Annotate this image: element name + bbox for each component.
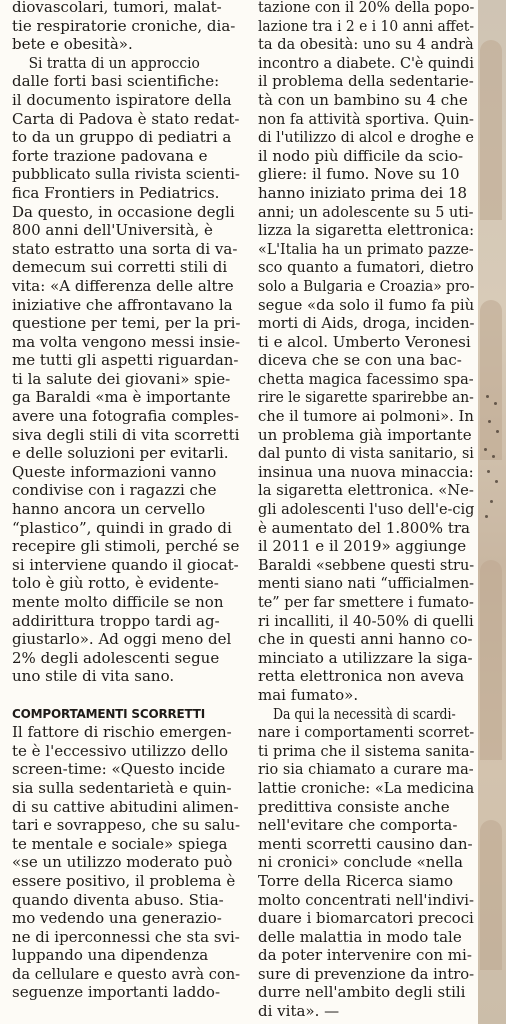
photo-detail-dot	[487, 470, 490, 473]
text-line: «se un utilizzo moderato può	[12, 853, 233, 872]
text-line: ti la salute dei giovani» spie-	[12, 369, 231, 388]
text-line: mo vedendo una generazio-	[12, 909, 222, 928]
text-line: ne di iperconnessi che sta svi-	[12, 927, 240, 946]
text-line: addirittura troppo tardi ag-	[12, 611, 220, 630]
photo-detail-dot	[488, 420, 491, 423]
text-line: tazione con il 20% della popo-	[258, 0, 475, 16]
text-line: condivise con i ragazzi che	[12, 481, 217, 500]
text-line: Da questo, in occasione degli	[12, 202, 235, 221]
text-line: non fa attività sportiva. Quin-	[258, 109, 474, 128]
text-line: forte trazione padovana e	[12, 146, 208, 165]
text-line: ti prima che il sistema sanita-	[258, 741, 475, 760]
text-line: seguenze importanti laddo-	[12, 983, 221, 1002]
text-line: sia sulla sedentarietà e quin-	[12, 778, 232, 797]
text-line: «L'Italia ha un primato pazze-	[258, 239, 474, 258]
text-line: fica Frontiers in Pediatrics.	[12, 183, 220, 202]
text-line: Carta di Padova è stato redat-	[12, 109, 240, 128]
text-line: ta da obesità: uno su 4 andrà	[258, 35, 474, 54]
text-line: la sigaretta elettronica. «Ne-	[258, 481, 474, 500]
text-line: vita: «A differenza delle altre	[12, 276, 234, 295]
photo-arch-shape	[480, 40, 502, 220]
text-line: che in questi anni hanno co-	[258, 630, 473, 649]
text-line: il nodo più difficile da scio-	[258, 146, 464, 165]
text-line: ri incalliti, il 40-50% di quelli	[258, 611, 474, 630]
text-line: demecum sui corretti stili di	[12, 258, 228, 277]
text-line: segue «da solo il fumo fa più	[258, 295, 475, 314]
text-line: chetta magica facessimo spa-	[258, 369, 474, 388]
text-line: tolo è giù rotto, è evidente-	[12, 574, 219, 593]
photo-detail-dot	[495, 480, 498, 483]
text-line: screen-time: «Questo incide	[12, 760, 226, 779]
text-line: ga Baraldi «ma è importante	[12, 388, 231, 407]
photo-detail-dot	[492, 455, 495, 458]
text-line: tari e sovrappeso, che su salu-	[12, 816, 241, 835]
photo-detail-dot	[490, 500, 493, 503]
text-line: gli adolescenti l'uso dell'e-cig	[258, 500, 475, 519]
text-line: molto concentrati nell'indivi-	[258, 890, 475, 909]
article-column-middle	[258, 0, 474, 1021]
text-line: menti siano nati “ufficialmen-	[258, 574, 474, 593]
text-line: lizza la sigaretta elettronica:	[258, 221, 475, 240]
text-line: Da qui la necessità di scardi-	[272, 704, 456, 723]
text-line: lazione tra i 2 e i 10 anni affet-	[258, 16, 475, 35]
photo-detail-dot	[494, 402, 497, 405]
text-line: Torre della Ricerca siamo	[258, 871, 453, 890]
text-line: è aumentato del 1.800% tra	[258, 518, 470, 537]
text-line: ma volta vengono messi insie-	[12, 332, 241, 351]
text-line: nell'evitare che comporta-	[258, 816, 458, 835]
text-line: incontro a diabete. C'è quindi	[258, 53, 474, 72]
text-line: lattie croniche: «La medicina	[258, 778, 475, 797]
text-line: rire le sigarette sparirebbe an-	[258, 388, 474, 407]
text-line: menti scorretti causino dan-	[258, 834, 473, 853]
text-line: Queste informazioni vanno	[12, 462, 217, 481]
text-line: rio sia chiamato a curare ma-	[258, 760, 474, 779]
text-line: gliere: il fumo. Nove su 10	[258, 165, 460, 184]
text-line: dal punto di vista sanitario, si	[258, 444, 474, 463]
text-line: to da un gruppo di pediatri a	[12, 128, 232, 147]
text-line: mente molto difficile se non	[12, 593, 224, 611]
text-line: questione per temi, per la pri-	[12, 314, 241, 333]
text-line: duare i biomarcatori precoci	[258, 909, 474, 928]
text-line: da poter intervenire con mi-	[258, 946, 472, 965]
text-line: Baraldi «sebbene questi stru-	[258, 555, 475, 574]
text-line: dalle forti basi scientifiche:	[12, 72, 220, 91]
section-heading: COMPORTAMENTI SCORRETTI	[12, 706, 206, 721]
text-line: mai fumato».	[258, 685, 359, 704]
text-line: durre nell'ambito degli stili	[258, 983, 466, 1002]
text-line: il problema della sedentarie-	[258, 72, 474, 91]
text-line: che il tumore ai polmoni». In	[258, 407, 474, 426]
text-line: il documento ispiratore della	[12, 90, 232, 109]
text-line: recepire gli stimoli, perché se	[12, 537, 240, 556]
text-line: di l'utilizzo di alcol e droghe e	[258, 128, 474, 147]
text-line: e delle soluzioni per evitarli.	[12, 444, 229, 463]
text-line: bete e obesità».	[12, 35, 133, 54]
text-line: 800 anni dell'Università, è	[12, 221, 213, 240]
text-line: stato estratto una sorta di va-	[12, 239, 238, 258]
text-line: me tutti gli aspetti riguardan-	[12, 351, 239, 370]
text-line: minciato a utilizzare la siga-	[258, 648, 473, 667]
text-line: giustarlo». Ad oggi meno del	[12, 630, 232, 649]
text-line: hanno iniziato prima dei 18	[258, 183, 468, 202]
photo-arch-shape	[480, 300, 502, 460]
text-line: iniziative che affrontavano la	[12, 295, 233, 314]
photo-detail-dot	[484, 448, 487, 451]
text-line: avere una fotografia comples-	[12, 407, 239, 426]
text-line: essere positivo, il problema è	[12, 871, 236, 890]
text-line: delle malattia in modo tale	[258, 927, 462, 946]
text-line: ni cronici» conclude «nella	[258, 853, 463, 872]
text-line: nare i comportamenti scorret-	[258, 723, 475, 742]
text-line: un problema già importante	[258, 425, 472, 444]
text-line: 2% degli adolescenti segue	[12, 648, 220, 667]
text-line: siva degli stili di vita scorretti	[12, 425, 240, 444]
text-line: ti e alcol. Umberto Veronesi	[258, 332, 471, 351]
photo-detail-dot	[485, 515, 488, 518]
text-line: uno stile di vita sano.	[12, 667, 175, 686]
text-line: il 2011 e il 2019» aggiunge	[258, 537, 467, 556]
text-line: luppando una dipendenza	[12, 946, 209, 965]
text-line: “plastico”, quindi in grado di	[12, 518, 232, 537]
text-line: diovascolari, tumori, malat-	[12, 0, 222, 16]
paragraph-gap	[12, 686, 240, 705]
text-line: da cellulare e questo avrà con-	[12, 964, 241, 983]
text-line: tà con un bambino su 4 che	[258, 90, 468, 109]
article-column-left	[12, 0, 240, 1002]
text-line: morti di Aids, droga, inciden-	[258, 314, 475, 333]
text-line: te è l'eccessivo utilizzo dello	[12, 741, 229, 760]
text-line: pubblicato sulla rivista scienti-	[12, 165, 240, 184]
text-line: si interviene quando il giocat-	[12, 555, 239, 574]
text-line: di su cattive abitudini alimen-	[12, 797, 239, 816]
text-line: te” per far smettere i fumato-	[258, 593, 474, 611]
text-line: diceva che se con una bac-	[258, 351, 462, 370]
text-line: sco quanto a fumatori, dietro	[258, 258, 474, 277]
text-line: di vita». —	[258, 1002, 340, 1021]
text-line: hanno ancora un cervello	[12, 500, 206, 519]
photo-arch-shape	[480, 560, 502, 760]
text-line: predittiva consiste anche	[258, 797, 450, 816]
text-line: retta elettronica non aveva	[258, 667, 465, 686]
text-line: insinua una nuova minaccia:	[258, 462, 474, 481]
text-line: tie respiratorie croniche, dia-	[12, 16, 236, 35]
photo-edge-strip	[478, 0, 506, 1024]
text-line: anni; un adolescente su 5 uti-	[258, 202, 474, 221]
text-line: te mentale e sociale» spiega	[12, 834, 228, 853]
text-line: solo a Bulgaria e Croazia» pro-	[258, 276, 475, 295]
text-line: quando diventa abuso. Stia-	[12, 890, 224, 909]
photo-detail-dot	[486, 395, 489, 398]
text-line: Il fattore di rischio emergen-	[12, 723, 232, 742]
photo-arch-shape	[480, 820, 502, 970]
text-line: Si tratta di un approccio	[28, 53, 200, 72]
text-line: sure di prevenzione da intro-	[258, 964, 475, 983]
photo-detail-dot	[496, 430, 499, 433]
